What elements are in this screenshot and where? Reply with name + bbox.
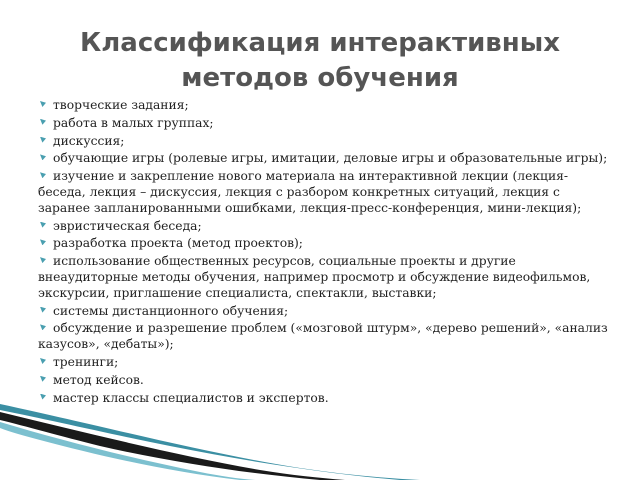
list-item: обучающие игры (ролевые игры, имитации, деловые игры и образовательные игры); [38, 151, 613, 167]
list-item: системы дистанционного обучения; [38, 304, 613, 320]
list-item: разработка проекта (метод проектов); [38, 236, 613, 252]
list-item: метод кейсов. [38, 373, 613, 389]
list-item: дискуссия; [38, 134, 613, 150]
list-item: мастер классы специалистов и экспертов. [38, 391, 613, 407]
list-item: эвристическая беседа; [38, 219, 613, 235]
list-item: обсуждение и разрешение проблем («мозговой штурм», «дерево решений», «анализ казусов», «дебаты»); [38, 321, 613, 353]
list-item: тренинги; [38, 355, 613, 371]
slide-title: Классификация интерактивных методов обучения [80, 28, 560, 93]
bullet-list [38, 98, 613, 408]
list-item: изучение и закрепление нового материала на интерактивной лекции (лекция-беседа, лекция – дискуссия, лекция с разбором конкретных ситуаций, лекция с заранее запланированными ошибками, лекция-пресс-конференция, мини-лекция); [38, 169, 613, 216]
list-item: работа в малых группах; [38, 116, 613, 132]
list-item: использование общественных ресурсов, социальные проекты и другие внеаудиторные методы обучения, например просмотр и обсуждение видеофильмов, экскурсии, приглашение специалиста, спектакли, выставки; [38, 254, 613, 301]
list-item: творческие задания; [38, 98, 613, 114]
decorative-swoosh [0, 390, 640, 480]
